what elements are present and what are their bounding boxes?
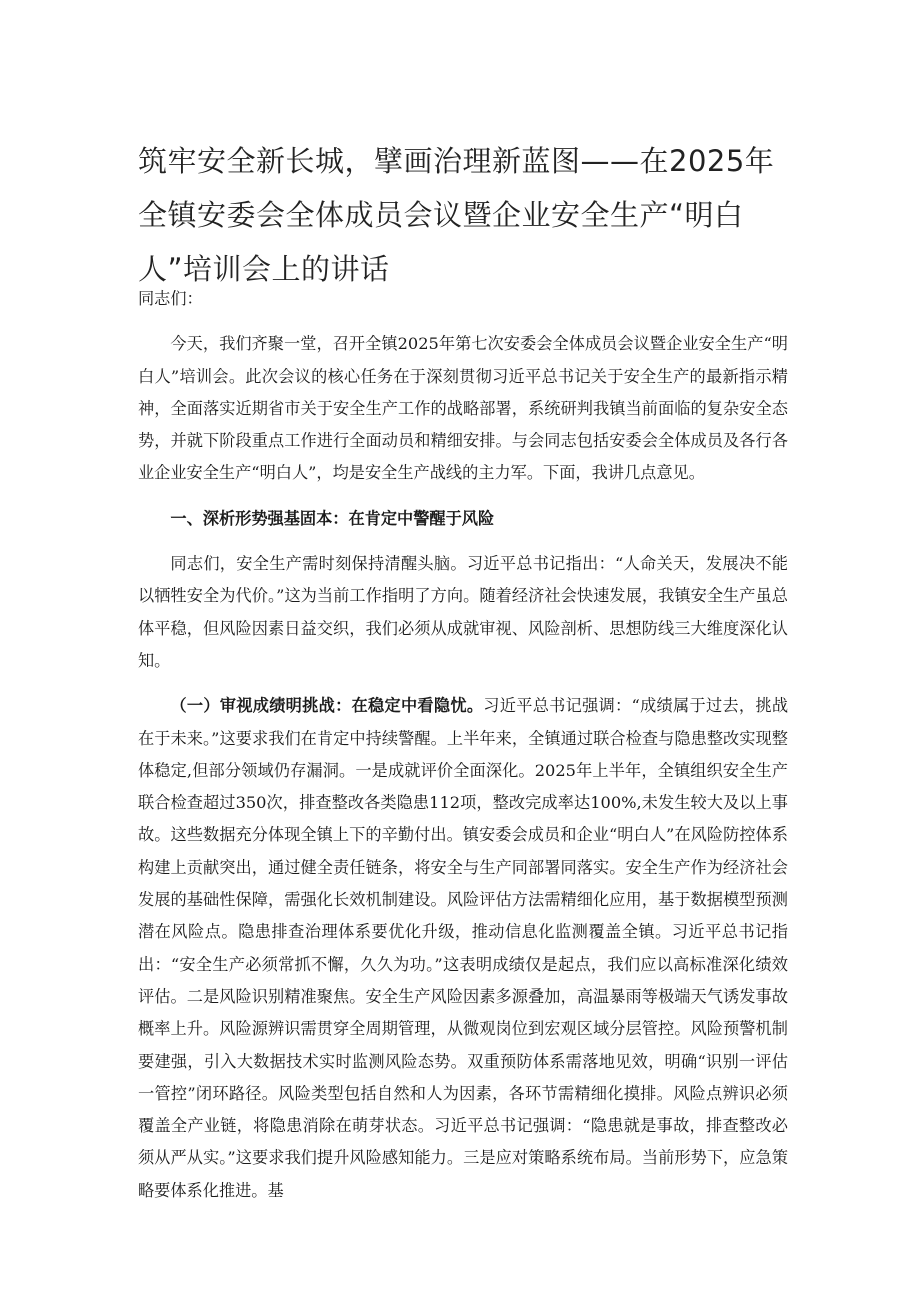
salutation: 同志们： — [138, 289, 203, 308]
document-body — [138, 283, 788, 1207]
subsection-heading-1: （一）审视成绩明挑战：在稳定中看隐忧。 — [170, 696, 484, 716]
section-1-paragraph: 同志们，安全生产需时刻保持清醒头脑。习近平总书记指出：“人命关天，发展决不能以牺牲安全为代价。”这为当前工作指明了方向。随着经济社会快速发展，我镇安全生产虽总体平稳，但风险因素日益交织，我们必须从成就审视、风险剖析、思想防线三大维度深化认知。 — [138, 554, 788, 670]
document-title: 筑牢安全新长城，擘画治理新蓝图——在2025年全镇安委会全体成员会议暨企业安全生产“明白人”培训会上的讲话 — [138, 144, 775, 286]
subsection-1-paragraph-block — [138, 690, 788, 1207]
intro-paragraph: 今天，我们齐聚一堂，召开全镇2025年第七次安委会全体成员会议暨企业安全生产“明白人”培训会。此次会议的核心任务在于深刻贯彻习近平总书记关于安全生产的最新指示精神，全面落实近期省市关于安全生产工作的战略部署，系统研判我镇当前面临的复杂安全态势，并就下阶段重点工作进行全面动员和精细安排。与会同志包括安委会全体成员及各行各业企业安全生产“明白人”，均是安全生产战线的主力军。下面，我讲几点意见。 — [138, 334, 788, 483]
section-heading-1: 一、深析形势强基固本：在肯定中警醒于风险 — [170, 508, 495, 528]
subsection-1-paragraph: 习近平总书记强调：“成绩属于过去，挑战在于未来。”这要求我们在肯定中持续警醒。上半年来，全镇通过联合检查与隐患整改实现整体稳定,但部分领域仍存漏洞。一是成就评价全面深化。2025年上半年，全镇组织安全生产联合检查超过350次，排查整改各类隐患112项，整改完成率达100%,未发生较大及以上事故。这些数据充分体现全镇上下的辛勤付出。镇安委会成员和企业“明白人”在风险防控体系构建上贡献突出，通过健全责任链条，将安全与生产同部署同落实。安全生产作为经济社会发展的基础性保障，需强化长效机制建设。风险评估方法需精细化应用，基于数据模型预测潜在风险点。隐患排查治理体系要优化升级，推动信息化监测覆盖全镇。习近平总书记指出：“安全生产必须常抓不懈，久久为功。”这表明成绩仅是起点，我们应以高标准深化绩效评估。二是风险识别精准聚焦。安全生产风险因素多源叠加，高温暴雨等极端天气诱发事故概率上升。风险源辨识需贯穿全周期管理，从微观岗位到宏观区域分层管控。风险预警机制要建强，引入大数据技术实时监测风险态势。双重预防体系需落地见效，明确“识别一评估一管控”闭环路径。风险类型包括自然和人为因素，各环节需精细化摸排。风险点辨识必须覆盖全产业链，将隐患消除在萌芽状态。习近平总书记强调：“隐患就是事故，排查整改必须从严从实。”这要求我们提升风险感知能力。三是应对策略系统布局。当前形势下，应急策略要体系化推进。基 — [138, 696, 789, 1200]
